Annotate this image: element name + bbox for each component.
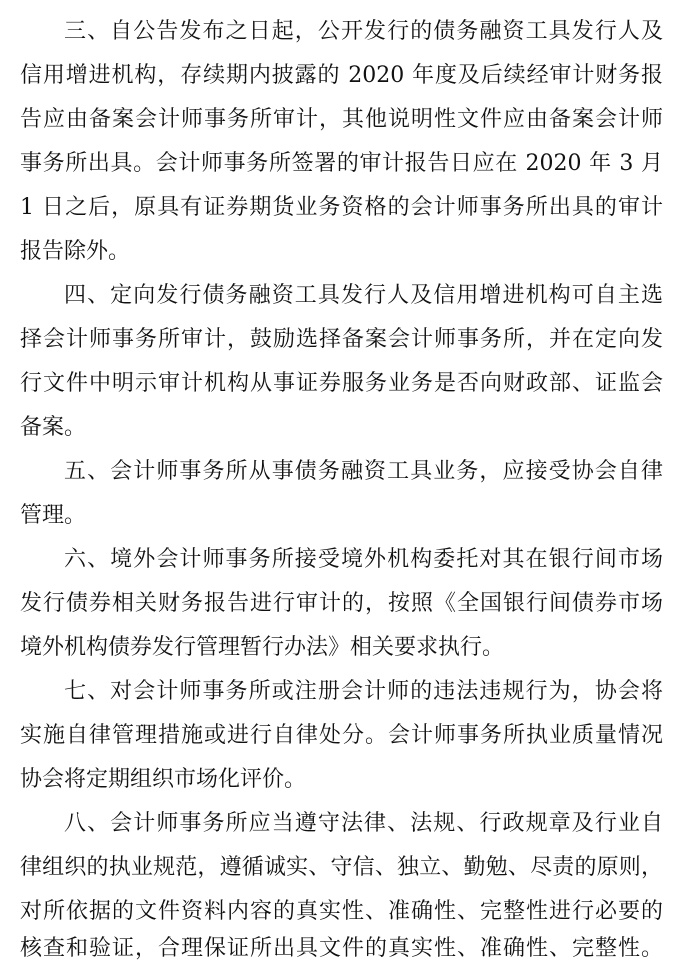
paragraph-7-line-2: 实施自律管理措施或进行自律处分。会计师事务所执业质量情况 <box>20 723 663 748</box>
paragraph-4-line-3: 行文件中明示审计机构从事证券服务业务是否向财政部、证监会 <box>20 371 663 396</box>
paragraph-3-line-3: 告应由备案会计师事务所审计，其他说明性文件应由备案会计师 <box>20 107 663 132</box>
paragraph-8-line-3: 对所依据的文件资料内容的真实性、准确性、完整性进行必要的 <box>20 899 663 924</box>
paragraph-6-line-1: 六、境外会计师事务所接受境外机构委托对其在银行间市场 <box>64 547 663 572</box>
paragraph-8-line-2: 律组织的执业规范，遵循诚实、守信、独立、勤勉、尽责的原则， <box>20 855 663 880</box>
paragraph-7-line-3: 协会将定期组织市场化评价。 <box>20 767 307 792</box>
paragraph-7-line-1: 七、对会计师事务所或注册会计师的违法违规行为，协会将 <box>64 679 663 704</box>
paragraph-3-line-6: 报告除外。 <box>20 239 131 264</box>
paragraph-4-line-1: 四、定向发行债务融资工具发行人及信用增进机构可自主选 <box>64 283 663 308</box>
paragraph-3-line-5: 1 日之后，原具有证券期货业务资格的会计师事务所出具的审计 <box>20 195 663 220</box>
paragraph-4-line-4: 备案。 <box>20 415 87 440</box>
paragraph-4-line-2: 择会计师事务所审计，鼓励选择备案会计师事务所，并在定向发 <box>20 327 663 352</box>
paragraph-5-line-2: 管理。 <box>20 503 87 528</box>
paragraph-3-line-4: 事务所出具。会计师事务所签署的审计报告日应在 2020 年 3 月 <box>20 151 663 176</box>
paragraph-3-line-2: 信用增进机构，存续期内披露的 2020 年度及后续经审计财务报 <box>20 63 663 88</box>
paragraph-8-line-1: 八、会计师事务所应当遵守法律、法规、行政规章及行业自 <box>64 811 663 836</box>
paragraph-6-line-3: 境外机构债券发行管理暂行办法》相关要求执行。 <box>20 635 505 660</box>
paragraph-8-line-4: 核查和验证，合理保证所出具文件的真实性、准确性、完整性。 <box>20 936 663 961</box>
paragraph-6-line-2: 发行债券相关财务报告进行审计的，按照《全国银行间债券市场 <box>20 591 663 616</box>
paragraph-3-line-1: 三、自公告发布之日起，公开发行的债务融资工具发行人及 <box>64 19 663 44</box>
paragraph-5-line-1: 五、会计师事务所从事债务融资工具业务，应接受协会自律 <box>64 459 663 484</box>
